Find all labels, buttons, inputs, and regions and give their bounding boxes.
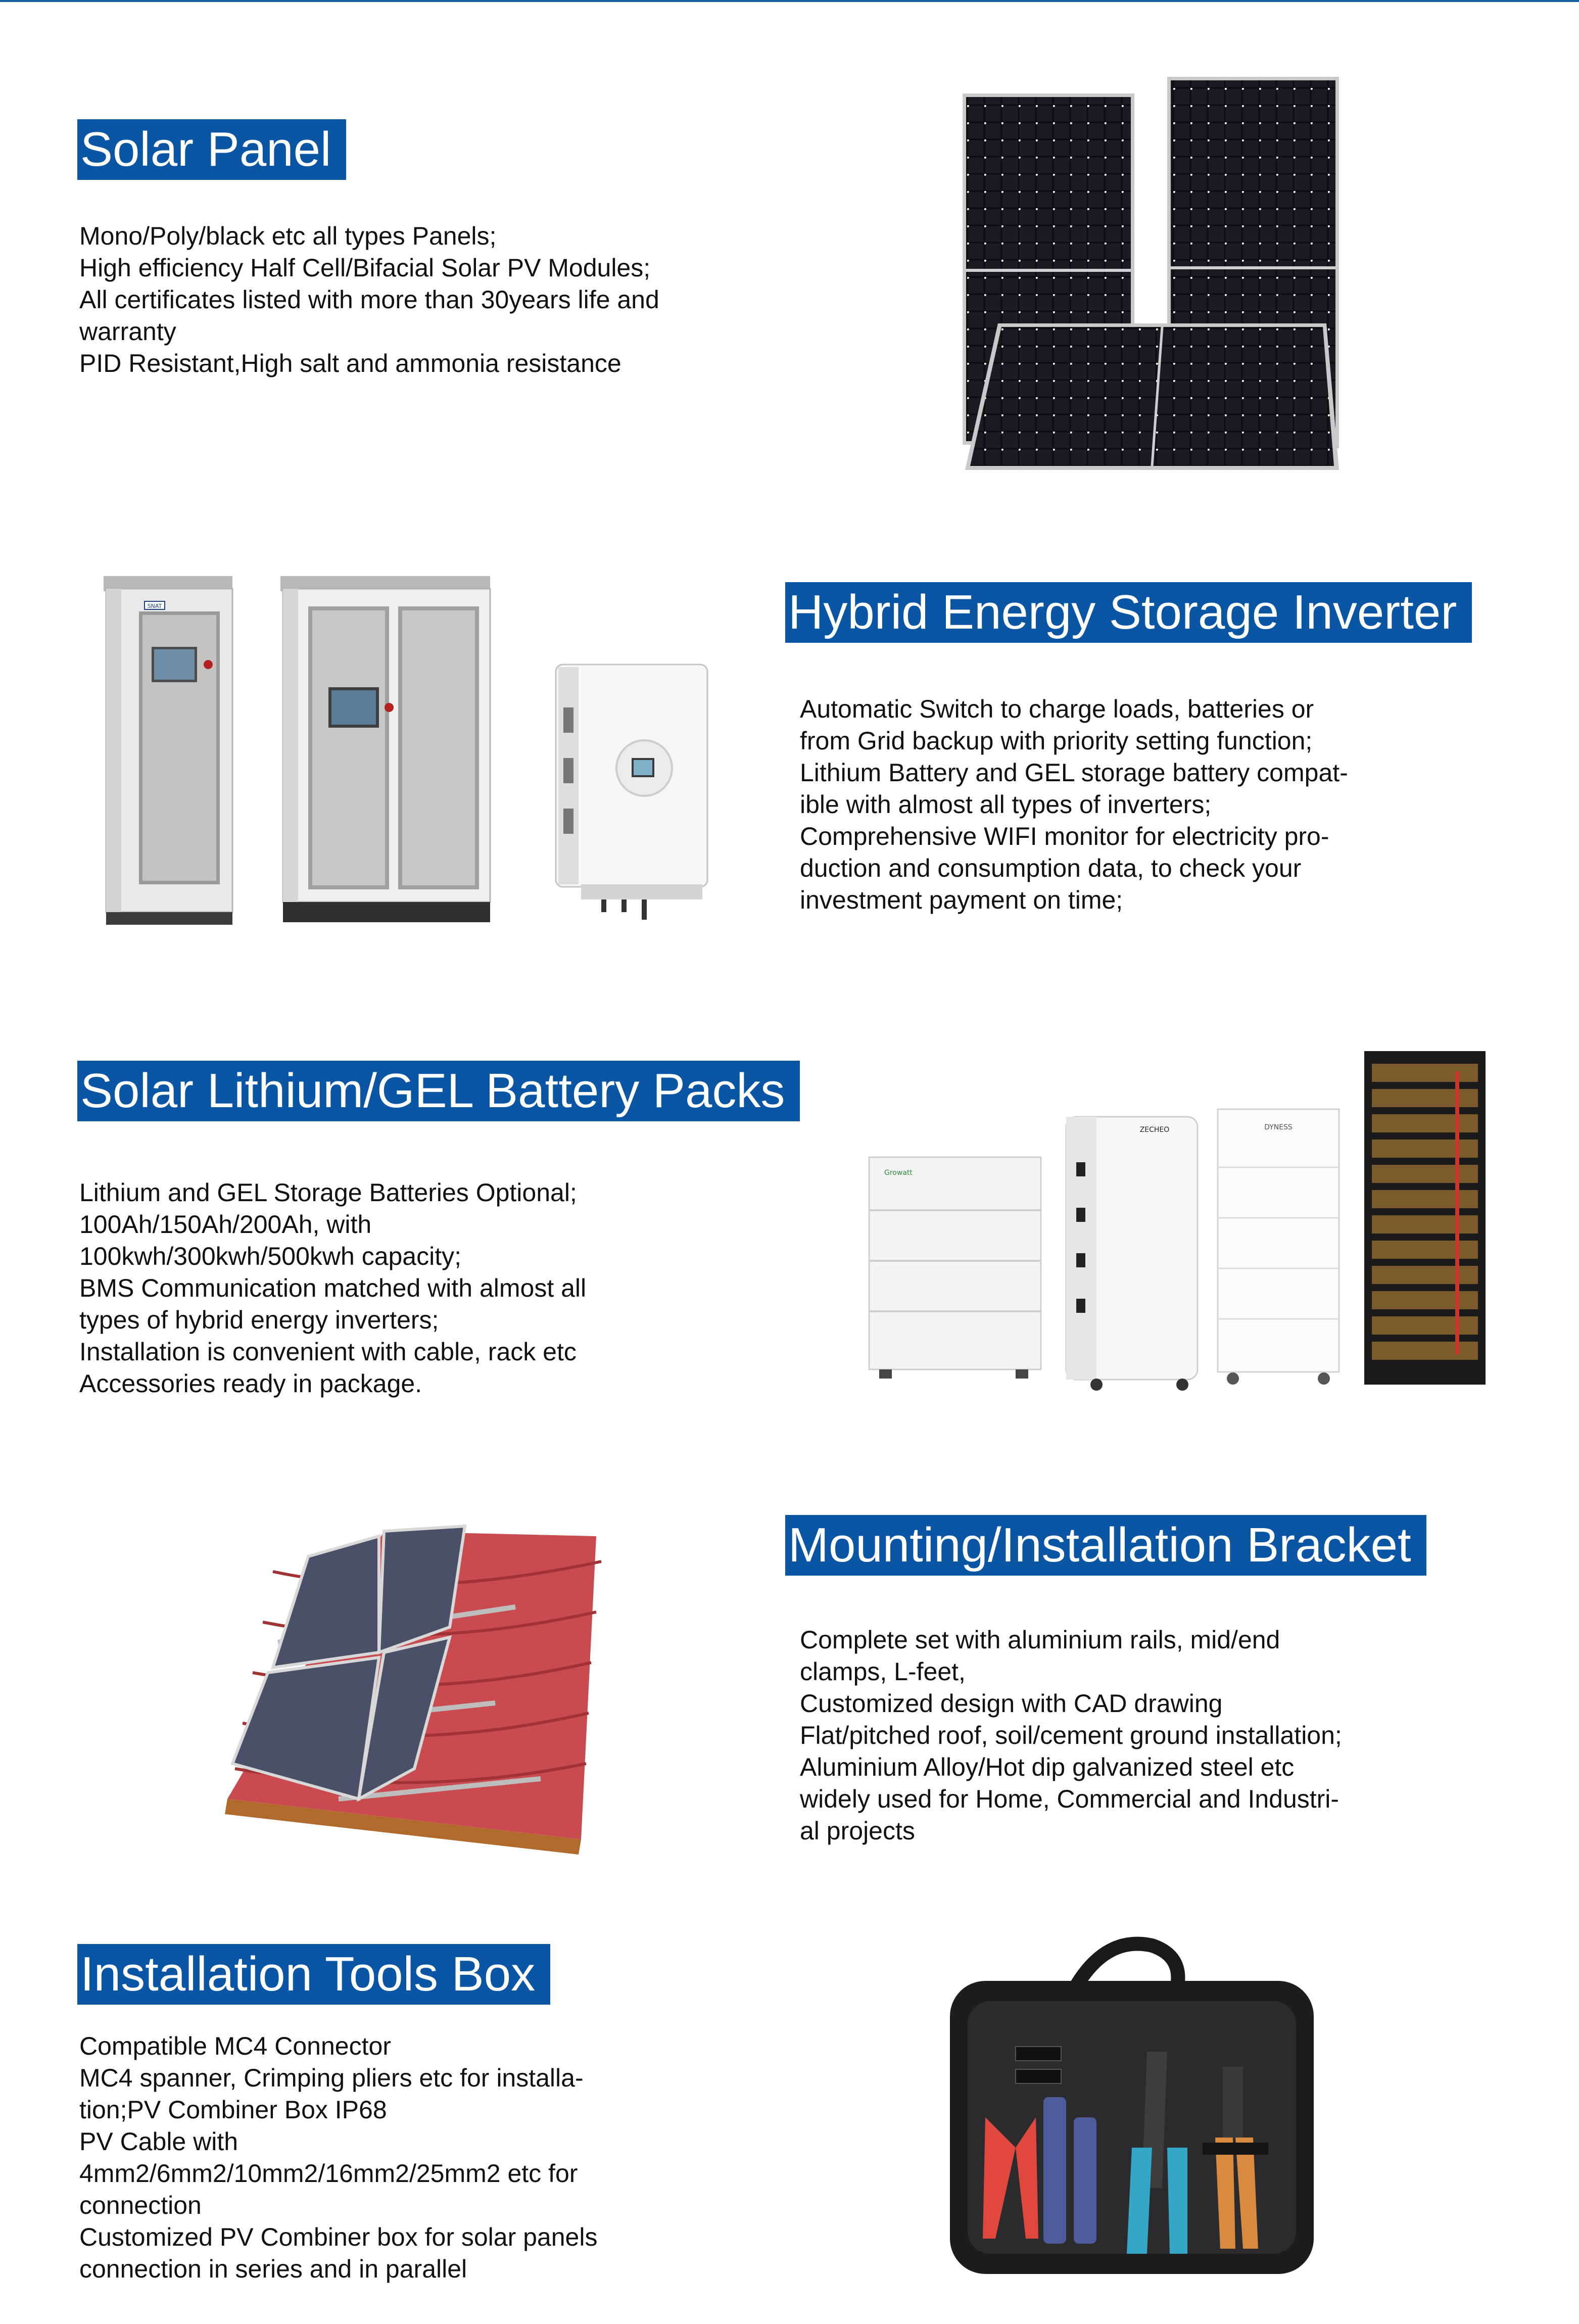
heading-mounting-bracket: Mounting/Installation Bracket bbox=[785, 1515, 1426, 1576]
roof-mounting-image bbox=[212, 1516, 616, 1860]
text-line: 100kwh/300kwh/500kwh capacity; bbox=[79, 1242, 462, 1270]
tools-kit-image bbox=[940, 1925, 1324, 2284]
text-line: BMS Communication matched with almost all bbox=[79, 1274, 587, 1302]
text-line: Compatible MC4 Connector bbox=[79, 2032, 391, 2060]
mounting-description bbox=[800, 1624, 1342, 1847]
text-line: Customized PV Combiner box for solar panels bbox=[79, 2223, 598, 2251]
solar-panel-image bbox=[950, 71, 1354, 475]
text-line: Flat/pitched roof, soil/cement ground installation; bbox=[800, 1721, 1342, 1749]
cabinet-badge-text: SNAT bbox=[147, 603, 162, 609]
text-line: investment payment on time; bbox=[800, 886, 1123, 914]
text-line: warranty bbox=[79, 317, 176, 346]
text-line: Mono/Poly/black etc all types Panels; bbox=[79, 222, 497, 250]
text-line: widely used for Home, Commercial and Industri- bbox=[800, 1785, 1339, 1813]
battery-brand-label: ZECHEO bbox=[1139, 1126, 1170, 1134]
battery-description bbox=[79, 1177, 586, 1400]
battery-brand-label: Growatt bbox=[884, 1169, 913, 1177]
text-line: High efficiency Half Cell/Bifacial Solar PV Modules; bbox=[79, 254, 651, 282]
heading-solar-panel: Solar Panel bbox=[77, 119, 346, 180]
inverter-description bbox=[800, 693, 1348, 916]
text-line: 4mm2/6mm2/10mm2/16mm2/25mm2 etc for bbox=[79, 2159, 578, 2188]
heading-tools-box: Installation Tools Box bbox=[77, 1944, 550, 2005]
text-line: Automatic Switch to charge loads, batteries or bbox=[800, 695, 1314, 723]
text-line: Complete set with aluminium rails, mid/end bbox=[800, 1626, 1280, 1654]
heading-hybrid-inverter: Hybrid Energy Storage Inverter bbox=[785, 582, 1472, 643]
text-line: types of hybrid energy inverters; bbox=[79, 1306, 439, 1334]
text-line: Lithium and GEL Storage Batteries Optional; bbox=[79, 1178, 577, 1207]
text-line: PID Resistant,High salt and ammonia resistance bbox=[79, 349, 621, 377]
text-line: al projects bbox=[800, 1817, 915, 1845]
solar-panel-description bbox=[79, 220, 659, 380]
text-line: Accessories ready in package. bbox=[79, 1369, 422, 1398]
inverter-cabinets-image bbox=[96, 566, 738, 930]
text-line: connection bbox=[79, 2191, 202, 2219]
text-line: ible with almost all types of inverters; bbox=[800, 790, 1212, 819]
text-line: MC4 spanner, Crimping pliers etc for installa- bbox=[79, 2064, 584, 2092]
text-line: PV Cable with bbox=[79, 2127, 238, 2156]
text-line: Customized design with CAD drawing bbox=[800, 1689, 1223, 1718]
text-line: connection in series and in parallel bbox=[79, 2255, 467, 2283]
text-line: Aluminium Alloy/Hot dip galvanized steel etc bbox=[800, 1753, 1295, 1781]
text-line: duction and consumption data, to check your bbox=[800, 854, 1302, 882]
text-line: 100Ah/150Ah/200Ah, with bbox=[79, 1210, 372, 1239]
top-rule bbox=[0, 0, 1579, 2]
text-line: from Grid backup with priority setting function; bbox=[800, 727, 1313, 755]
text-line: Lithium Battery and GEL storage battery compat- bbox=[800, 758, 1348, 787]
text-line: Installation is convenient with cable, rack etc bbox=[79, 1338, 577, 1366]
battery-brand-label: DYNESS bbox=[1264, 1123, 1293, 1131]
text-line: tion;PV Combiner Box IP68 bbox=[79, 2096, 387, 2124]
text-line: All certificates listed with more than 30years life and bbox=[79, 286, 659, 314]
text-line: Comprehensive WIFI monitor for electricity pro- bbox=[800, 822, 1329, 850]
text-line: clamps, L-feet, bbox=[800, 1657, 966, 1686]
tools-description bbox=[79, 2030, 597, 2285]
battery-packs-image bbox=[859, 1041, 1496, 1395]
heading-battery-packs: Solar Lithium/GEL Battery Packs bbox=[77, 1061, 800, 1121]
